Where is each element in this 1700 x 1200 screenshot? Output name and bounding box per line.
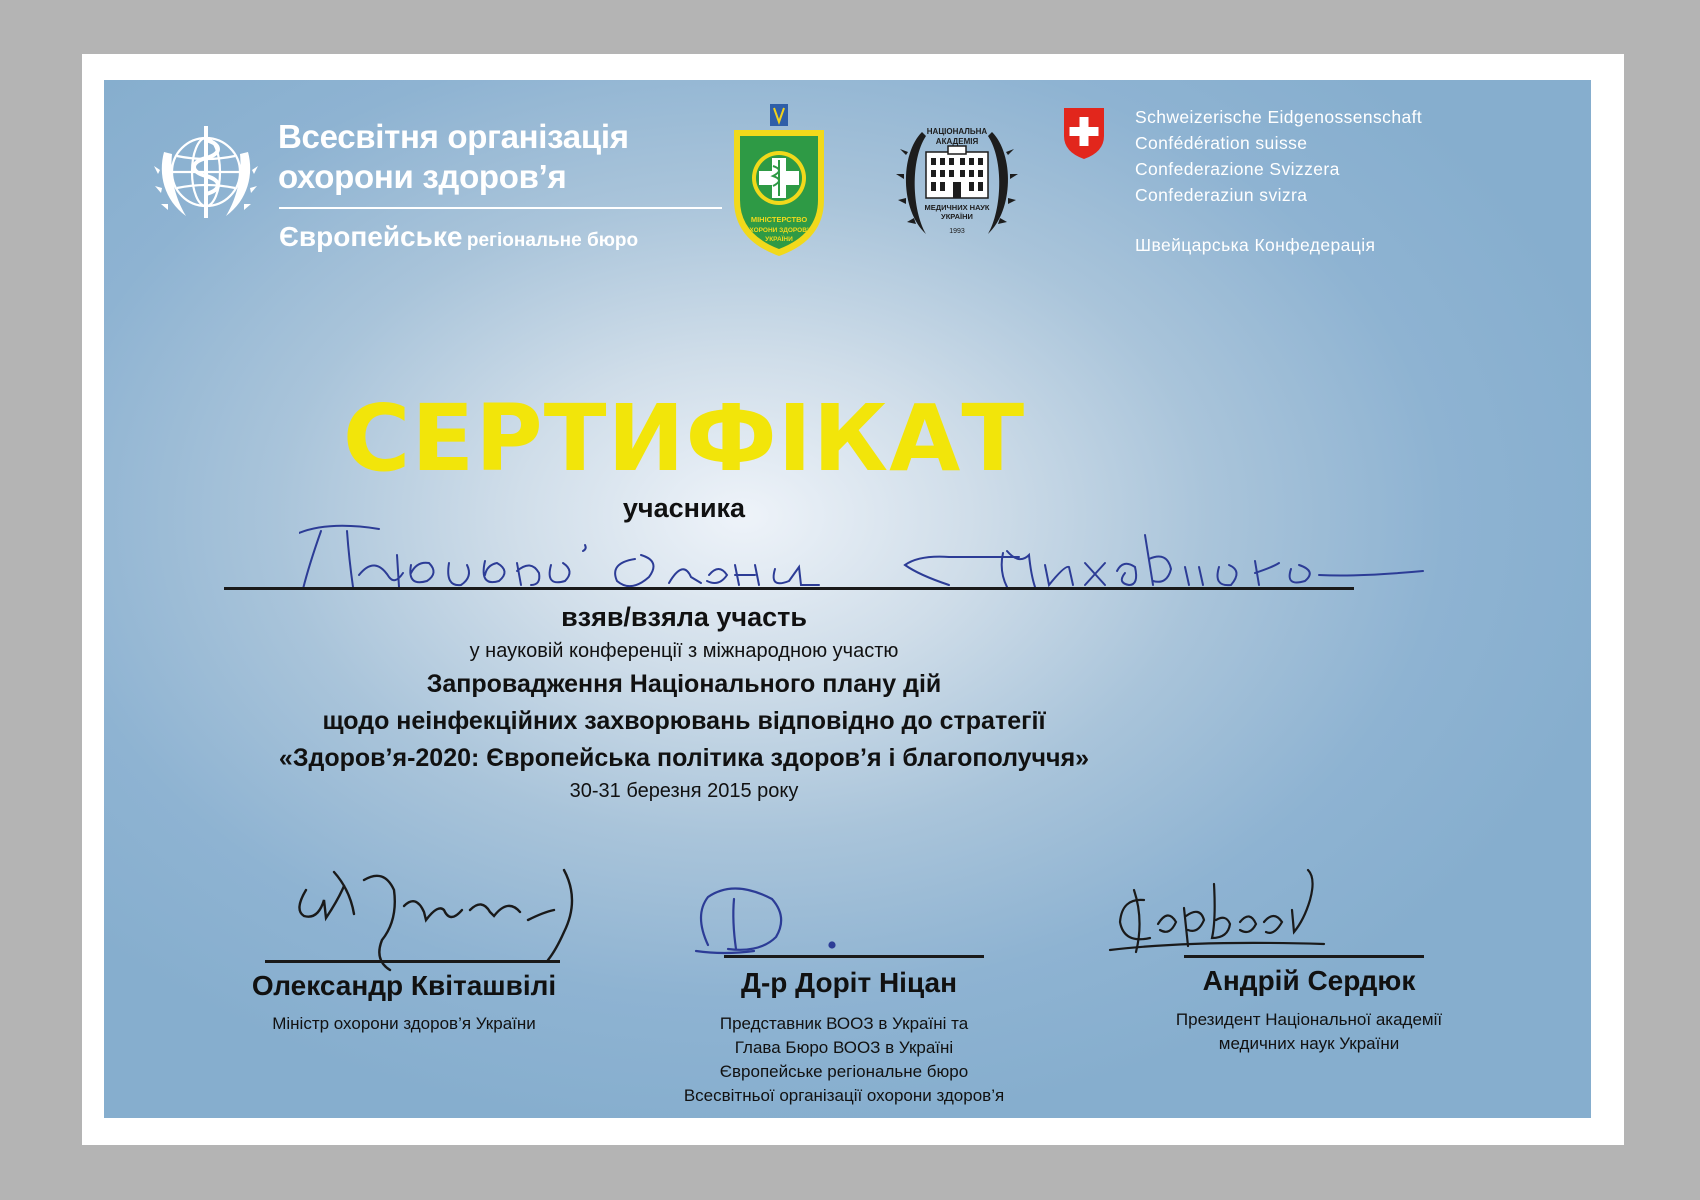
who-name-line2: охорони здоров’я xyxy=(278,158,567,195)
conference-topic-line: «Здоров’я-2020: Європейська політика здоров’я і благополуччя» xyxy=(278,744,1090,772)
certificate-title: СЕРТИФІКАТ xyxy=(342,385,1026,492)
swiss-flag-icon xyxy=(1062,106,1106,161)
signatory-name: Олександр Квіташвілі xyxy=(251,970,557,1001)
signatory-role-line: Міністр охорони здоров’я України xyxy=(272,1014,536,1033)
signatory-name: Д-р Доріт Ніцан xyxy=(741,967,957,998)
swiss-name-fr: Confédération suisse xyxy=(1135,133,1308,153)
svg-text:АКАДЕМІЯ: АКАДЕМІЯ xyxy=(935,137,979,146)
signatory-role-line: Представник ВООЗ в Україні та xyxy=(719,1014,969,1033)
svg-text:1993: 1993 xyxy=(949,228,965,235)
signatory-role-line: Президент Національної академії xyxy=(1175,1010,1443,1029)
svg-text:МІНІСТЕРСТВО: МІНІСТЕРСТВО xyxy=(750,215,808,224)
ministry-of-health-emblem xyxy=(724,100,834,260)
took-part-text: взяв/взяла участь xyxy=(561,602,807,632)
who-region xyxy=(279,221,638,253)
signature-nitzan xyxy=(684,875,874,965)
svg-text:ОХОРОНИ ЗДОРОВ’Я: ОХОРОНИ ЗДОРОВ’Я xyxy=(744,227,814,234)
signature-line xyxy=(1184,955,1424,958)
conference-topic-line: Запровадження Національного плану дій xyxy=(426,670,942,698)
svg-text:УКРАЇНИ: УКРАЇНИ xyxy=(765,236,793,243)
swiss-name-rm: Confederaziun svizra xyxy=(1135,185,1308,205)
who-name-line1: Всесвітня організація xyxy=(278,118,629,155)
signature-kvitashvili xyxy=(294,850,604,990)
participant-name-line xyxy=(224,587,1354,590)
swiss-name-it: Confederazione Svizzera xyxy=(1135,159,1340,179)
conference-intro: у науковій конференції з міжнародною участю xyxy=(469,640,899,662)
who-region-big: Європейське xyxy=(279,221,463,252)
conference-date: 30-31 березня 2015 року xyxy=(569,780,799,802)
signature-line xyxy=(724,955,984,958)
signature-serdyuk xyxy=(1104,860,1329,965)
certificate xyxy=(104,80,1591,1118)
who-emblem-icon xyxy=(144,112,269,237)
signatory-name: Андрій Сердюк xyxy=(1202,965,1416,996)
signatory-role-line: Всесвітньої організації охорони здоров’я xyxy=(683,1086,1005,1105)
signatory-role-line: Глава Бюро ВООЗ в Україні xyxy=(734,1038,954,1057)
svg-text:МЕДИЧНИХ НАУК: МЕДИЧНИХ НАУК xyxy=(924,203,990,212)
conference-topic-line: щодо неінфекційних захворювань відповідно до стратегії xyxy=(322,707,1046,735)
signatory-role xyxy=(1074,1008,1544,1056)
signatory-role xyxy=(164,1012,644,1036)
signatory-role-line: Європейське регіональне бюро xyxy=(719,1062,969,1081)
signatory-role-line: медичних наук України xyxy=(1218,1034,1400,1053)
swiss-name-de: Schweizerische Eidgenossenschaft xyxy=(1135,107,1423,127)
who-divider xyxy=(279,207,722,209)
svg-text:НАЦІОНАЛЬНА: НАЦІОНАЛЬНА xyxy=(926,127,988,136)
svg-text:УКРАЇНИ: УКРАЇНИ xyxy=(941,212,973,221)
signatory-role xyxy=(584,1012,1104,1108)
swiss-name-uk: Швейцарська Конфедерація xyxy=(1135,235,1376,255)
who-region-small: регіональне бюро xyxy=(466,230,639,251)
certificate-subtitle: учасника xyxy=(622,493,746,523)
signature-line xyxy=(265,960,560,963)
academy-medical-sciences-emblem xyxy=(886,112,1028,252)
